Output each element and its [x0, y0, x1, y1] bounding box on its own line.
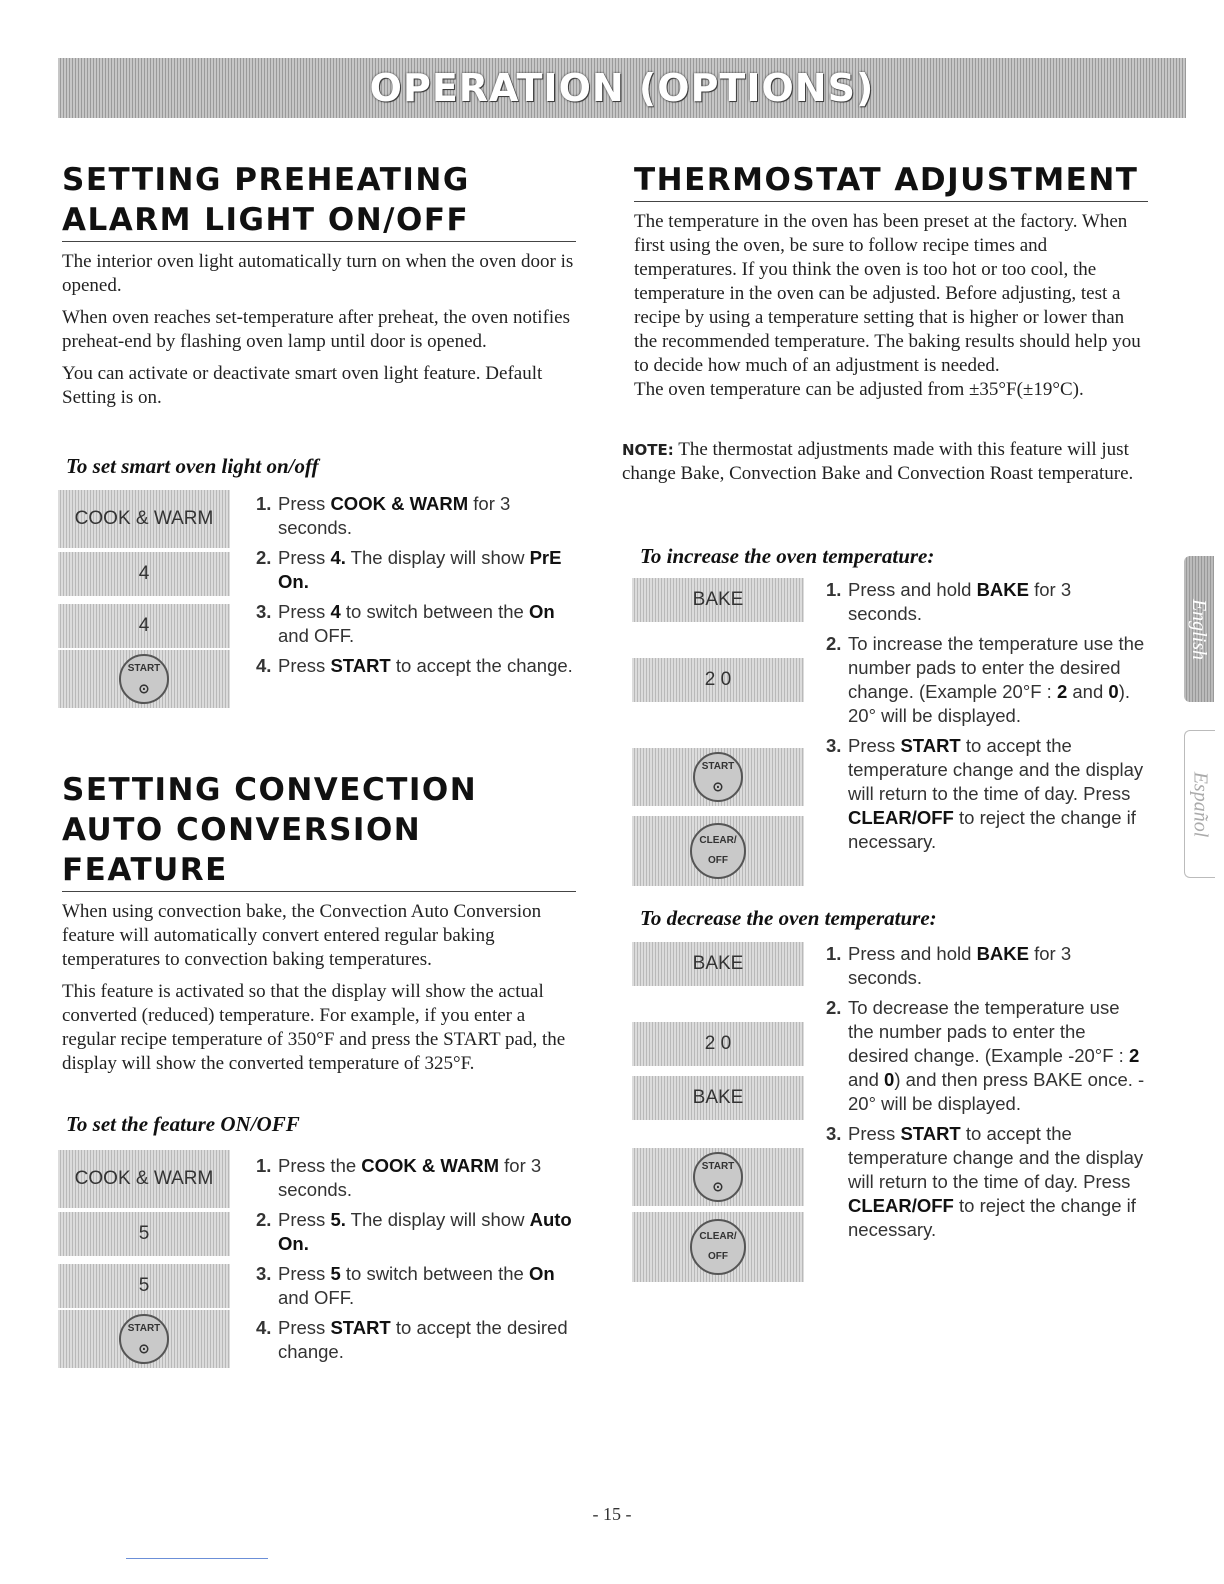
start-button [58, 1310, 230, 1368]
preheat-section [62, 160, 576, 410]
convection-paragraph-2: This feature is activated so that the display will show the actual converted (reduced) temperature. For example, if you enter a regular recipe temperature of 350°F and press the START pad, the display will show the converted temperature of 325°F. [62, 981, 566, 1074]
note-label: NOTE: [622, 441, 674, 459]
preheat-subheading: To set smart oven light on/off [66, 454, 319, 478]
note-text: The thermostat adjustments made with this feature will just change Bake, Convection Bake and Convection Roast temperature. [622, 439, 1134, 484]
clear-off-icon: CLEAR/ OFF [690, 823, 746, 879]
start-button [632, 748, 804, 806]
list-item: 2. To decrease the temperature use the number pads to enter the desired change. (Example -20°F : 2 and 0) and then press BAKE once. - 20° will be displayed. [826, 997, 1145, 1114]
cook-warm-button: COOK & WARM [58, 1150, 230, 1208]
thermostat-note [622, 438, 1142, 486]
list-item: 2. Press 4. The display will show PrE On. [256, 547, 562, 592]
start-icon: START ⊙ [693, 752, 743, 802]
start-icon: START ⊙ [119, 1314, 169, 1364]
convection-heading: SETTING CONVECTION AUTO CONVERSION FEATURE [62, 770, 576, 892]
clear-off-button [632, 1212, 804, 1282]
convection-subheading: To set the feature ON/OFF [66, 1112, 300, 1136]
list-item: 1. Press and hold BAKE for 3 seconds. [826, 943, 1072, 988]
clear-off-button [632, 816, 804, 886]
clear-off-icon: CLEAR/ OFF [690, 1219, 746, 1275]
preheat-heading: SETTING PREHEATING ALARM LIGHT ON/OFF [62, 160, 576, 242]
convection-section [62, 770, 576, 1076]
tab-espanol[interactable]: Español [1184, 730, 1215, 878]
list-item: 1. Press and hold BAKE for 3 seconds. [826, 579, 1072, 624]
list-item: 1. Press the COOK & WARM for 3 seconds. [256, 1155, 542, 1200]
list-item: 4. Press START to accept the change. [256, 655, 573, 676]
preheat-steps [256, 492, 574, 684]
list-item: 3. Press 4 to switch between the On and OFF. [256, 601, 555, 646]
list-item: 1. Press COOK & WARM for 3 seconds. [256, 493, 511, 538]
decrease-subheading: To decrease the oven temperature: [640, 906, 937, 930]
start-button [58, 650, 230, 708]
thermostat-paragraph: The temperature in the oven has been preset at the factory. When first using the oven, be sure to follow recipe times and temperatures. If you think the oven is too hot or too cool, the temperature in the oven can be adjusted. Before adjusting, test a recipe by using a temperature setting that is higher or lower than the recommended temperature. The baking results should help you to decide how much of an adjustment is needed. [634, 211, 1141, 376]
list-item: 3. Press START to accept the temperature change and the display will return to the time of day. Press CLEAR/OFF to reject the change if necessary. [826, 735, 1144, 852]
start-button [632, 1148, 804, 1206]
thermostat-section [634, 160, 1148, 402]
convection-steps [256, 1154, 574, 1370]
section-banner [58, 58, 1186, 118]
increase-subheading: To increase the oven temperature: [640, 544, 935, 568]
page-number: - 15 - [592, 1504, 632, 1524]
number-5-button: 5 [58, 1264, 230, 1308]
start-icon: START ⊙ [693, 1152, 743, 1202]
tab-english[interactable]: English [1184, 556, 1214, 702]
preheat-paragraph-1: The interior oven light automatically turn on when the oven door is opened. [62, 251, 574, 296]
start-icon: START ⊙ [119, 654, 169, 704]
number-4-button: 4 [58, 604, 230, 648]
decrease-steps [826, 942, 1146, 1248]
cook-warm-button: COOK & WARM [58, 490, 230, 548]
list-item: 2. Press 5. The display will show Auto On. [256, 1209, 572, 1254]
number-5-button: 5 [58, 1212, 230, 1256]
banner-title: OPERATION (OPTIONS) [369, 66, 875, 110]
number-4-button: 4 [58, 552, 230, 596]
thermostat-heading: THERMOSTAT ADJUSTMENT [634, 160, 1148, 202]
preheat-paragraph-2: When oven reaches set-temperature after preheat, the oven notifies preheat-end by flashing oven lamp until door is opened. [62, 307, 570, 352]
bake-button: BAKE [632, 1076, 804, 1120]
number-20-buttons: 2 0 [632, 1022, 804, 1066]
divider [126, 1558, 268, 1559]
list-item: 2. To increase the temperature use the number pads to enter the desired change. (Example 20°F : 2 and 0). 20° will be displayed. [826, 633, 1145, 726]
list-item: 4. Press START to accept the desired change. [256, 1317, 568, 1362]
list-item: 3. Press 5 to switch between the On and OFF. [256, 1263, 555, 1308]
list-item: 3. Press START to accept the temperature change and the display will return to the time of day. Press CLEAR/OFF to reject the change if necessary. [826, 1123, 1144, 1240]
increase-steps [826, 578, 1146, 860]
number-20-buttons: 2 0 [632, 658, 804, 702]
bake-button: BAKE [632, 942, 804, 986]
convection-paragraph-1: When using convection bake, the Convection Auto Conversion feature will automatically convert entered regular baking temperatures to convection baking temperatures. [62, 901, 542, 970]
preheat-paragraph-3: You can activate or deactivate smart oven light feature. Default Setting is on. [62, 363, 543, 408]
thermostat-range: The oven temperature can be adjusted from ±35°F(±19°C). [634, 379, 1084, 400]
bake-button: BAKE [632, 578, 804, 622]
